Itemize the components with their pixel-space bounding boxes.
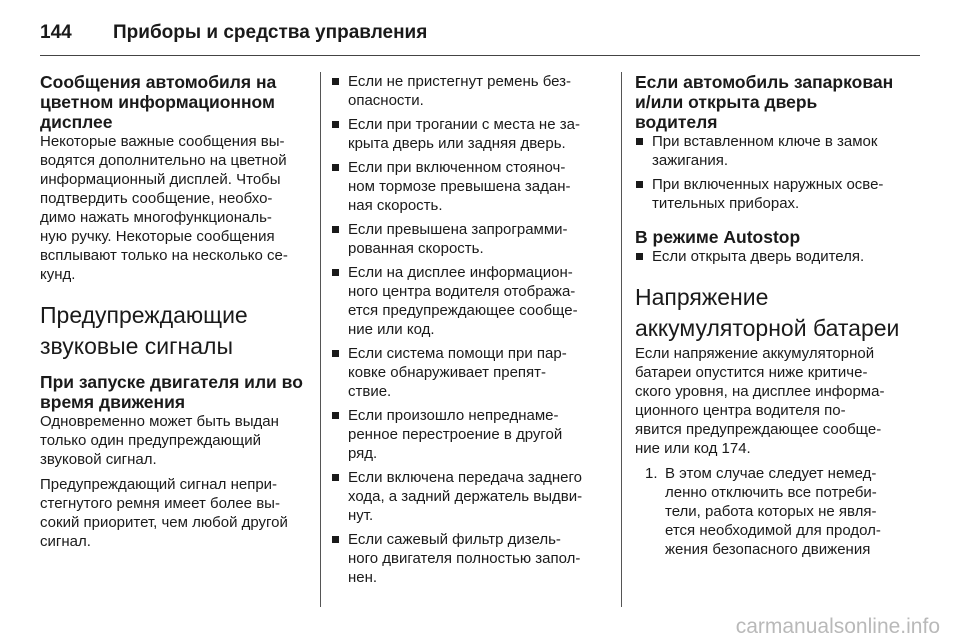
bullet-square-icon xyxy=(332,474,339,481)
vehicle-messages-text: Некоторые важные сообщения вы- водятся дополнительно на цветной информационный дисплей. Чтобы подтвердить сообщение, необхо- димо нажать многофункциональ- ную ручку. Некоторые сообщения всплывают только на несколько се- кунд. xyxy=(40,133,288,283)
bullet-square-icon xyxy=(332,226,339,233)
watermark: carmanualsonline.info xyxy=(735,615,940,638)
list-item: Если при трогании с места не за- крыта дверь или задняя дверь. xyxy=(331,115,602,153)
bullet-square-icon xyxy=(332,164,339,171)
list-item: Если сажевый фильтр дизель- ного двигателя полностью запол- нен. xyxy=(331,530,602,587)
bullet-square-icon xyxy=(332,269,339,276)
bullet-square-icon xyxy=(636,138,643,145)
page-header xyxy=(40,20,920,50)
column-3 xyxy=(635,72,900,559)
column-1 xyxy=(40,72,305,551)
list-item: Если произошло непреднаме- ренное перестроение в другой ряд. xyxy=(331,406,602,463)
numbered-item: 1. В этом случае следует немед- ленно отключить все потреби- тели, работа которых не явля- ется необходимой для продол- жения безопасного движения xyxy=(645,465,881,558)
list-item: Если при включенном стояноч- ном тормозе превышена задан- ная скорость. xyxy=(331,158,602,215)
bullet-square-icon xyxy=(332,536,339,543)
column-divider-2 xyxy=(621,72,622,607)
item-number: 1. xyxy=(645,465,658,482)
list-item: При вставленном ключе в замок зажигания. xyxy=(635,132,900,170)
list-item: Если на дисплее информацион- ного центра водителя отобража- ется предупреждающее сообще- ние или код. xyxy=(331,263,602,339)
chime-paragraph-1: Одновременно может быть выдан только один предупреждающий звуковой сигнал. xyxy=(40,413,279,468)
list-item: При включенных наружных осве- тительных приборах. xyxy=(635,175,900,213)
heading-engine-start-driving: При запуске двигателя или во время движения xyxy=(40,372,303,412)
list-item: Если система помощи при пар- ковке обнаруживает препят- ствие. xyxy=(331,344,602,401)
list-item: Если включена передача заднего хода, а задний держатель выдви- нут. xyxy=(331,468,602,525)
header-divider xyxy=(40,55,920,56)
heading-vehicle-messages: Сообщения автомобиля на цветном информационном дисплее xyxy=(40,72,277,132)
bullet-square-icon xyxy=(332,121,339,128)
page-number: 144 xyxy=(40,22,72,43)
bullet-square-icon xyxy=(332,412,339,419)
column-divider-1 xyxy=(320,72,321,607)
bullet-square-icon xyxy=(636,181,643,188)
heading-battery-voltage: Напряжение аккумуляторной батареи xyxy=(635,284,900,341)
heading-parked-door-open: Если автомобиль запаркован и/или открыта дверь водителя xyxy=(635,72,894,132)
page-title: Приборы и средства управления xyxy=(113,22,428,43)
list-item: Если не пристегнут ремень без- опасности. xyxy=(331,72,602,110)
bullet-square-icon xyxy=(636,253,643,260)
bullet-square-icon xyxy=(332,350,339,357)
list-item: Если открыта дверь водителя. xyxy=(635,247,900,266)
battery-voltage-text: Если напряжение аккумуляторной батареи опустится ниже критиче- ского уровня, на дисплее информа- ционного центра водителя по- явится предупреждающее сообще- ние или код 174. xyxy=(635,345,885,457)
heading-warning-chimes: Предупреждающие звуковые сигналы xyxy=(40,302,248,359)
heading-autostop: В режиме Autostop xyxy=(635,227,801,247)
list-item: Если превышена запрограмми- рованная скорость. xyxy=(331,220,602,258)
bullet-square-icon xyxy=(332,78,339,85)
chime-paragraph-2: Предупреждающий сигнал непри- стегнутого ремня имеет более вы- сокий приоритет, чем любой другой сигнал. xyxy=(40,476,288,550)
column-2 xyxy=(331,72,602,587)
